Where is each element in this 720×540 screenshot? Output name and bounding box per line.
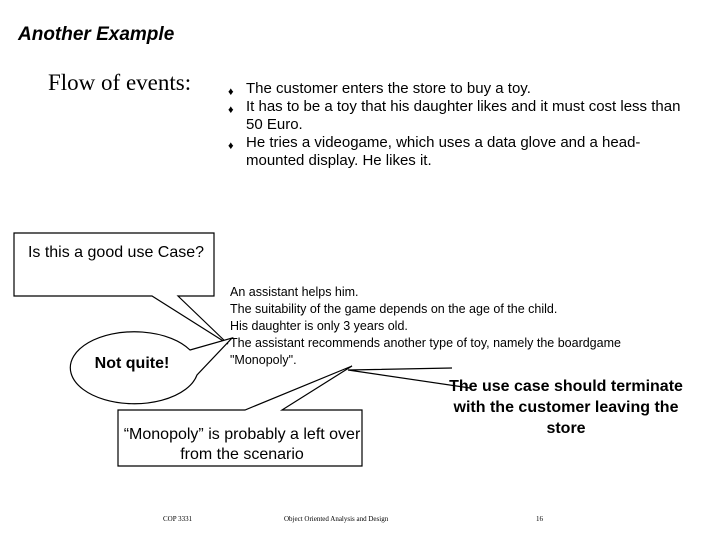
slide-title: Another Example [18,24,175,45]
flow-of-events-label: Flow of events: [48,70,192,95]
bullet-item: ♦ He tries a videogame, which uses a data glove and a head-mounted display. He likes it. [228,134,641,169]
terminate-callout: The use case should terminate with the customer leaving the store [449,378,683,437]
footer-course: COP 3331 [163,515,193,523]
bullet-item: ♦ The customer enters the store to buy a toy. [228,80,688,98]
bullet-item: ♦ It has to be a toy that his daughter likes and it must cost less than 50 Euro. [228,98,681,133]
footer-subject: Object Oriented Analysis and Design [284,515,389,523]
assistant-paragraph: An assistant helps him. The suitability of the game depends on the age of the child. His daughter is only 3 years old. The assistant recommends another type of toy, namely the boardgame "Monopoly". [230,285,621,367]
good-use-case-callout: Is this a good use Case? [27,244,205,261]
diamond-bullet-icon: ♦ [228,140,234,152]
diamond-bullet-icon: ♦ [228,86,234,98]
monopoly-callout: “Monopoly” is probably a left over from the scenario [123,426,361,463]
not-quite-callout: Not quite! [94,355,170,372]
footer-page-number: 16 [536,515,543,523]
diamond-bullet-icon: ♦ [228,104,234,116]
flow-bullet-list [228,80,688,170]
